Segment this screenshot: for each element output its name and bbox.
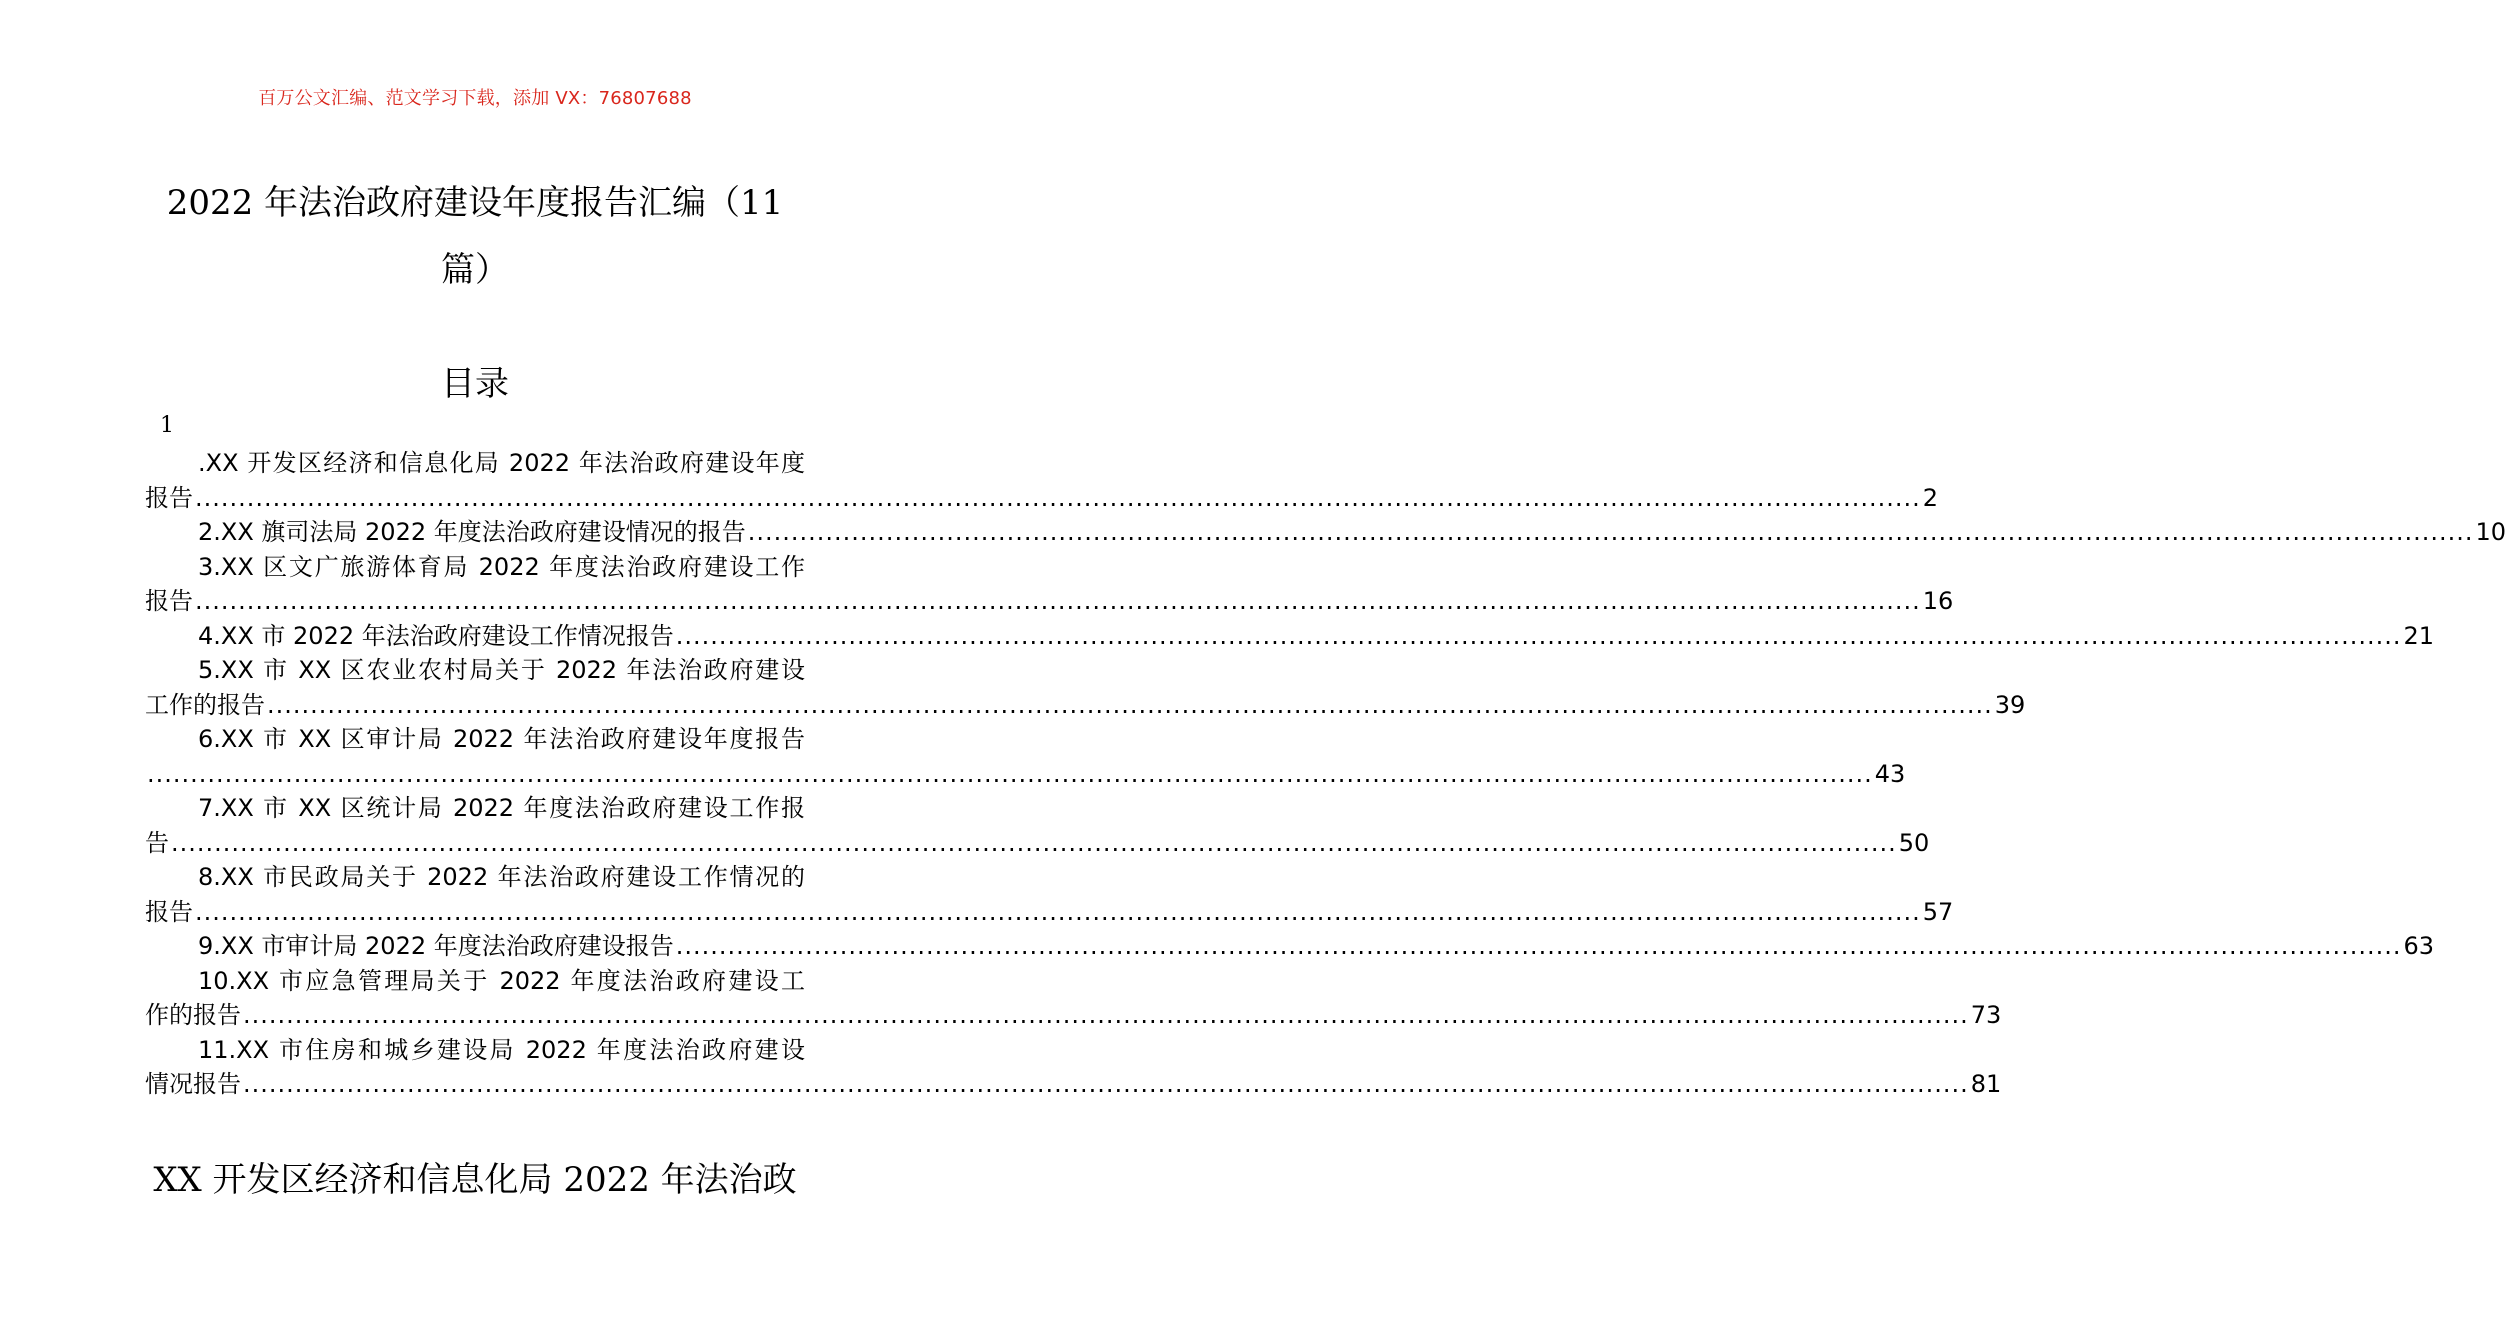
- toc-entry[interactable]: [145, 791, 1930, 860]
- toc-entry-title-continued: 报告: [145, 897, 193, 926]
- toc-entry-title: 7.XX 市 XX 区统计局 2022 年度法治政府建设工作报: [198, 794, 805, 822]
- toc-leader: ........................................................................................................................................................................................................: [747, 518, 2474, 546]
- toc-leader: ........................................................................................................................................................................................................: [195, 483, 1921, 512]
- toc-page-number: 43: [1874, 759, 1906, 788]
- toc-page-number: 73: [1970, 1001, 2002, 1029]
- toc-leader: ........................................................................................................................................................................................................: [267, 690, 1993, 719]
- toc-entry[interactable]: [145, 1033, 2002, 1102]
- toc-page-number: 2: [1922, 483, 1939, 512]
- toc-entry[interactable]: [145, 653, 2026, 722]
- toc-page-number: 10: [2475, 518, 2506, 546]
- toc-entry[interactable]: [145, 860, 1954, 929]
- toc-leader: ........................................................................................................................................................................................................: [195, 587, 1921, 615]
- toc-leader: ........................................................................................................................................................................................................: [147, 759, 1873, 788]
- document-title-line-2: 篇）: [441, 250, 509, 290]
- toc-page-number: 50: [1898, 828, 1930, 857]
- document-title-line-1: 2022 年法治政府建设年度报告汇编（11: [166, 183, 784, 223]
- toc-entry-title: 9.XX 市审计局 2022 年度法治政府建设报告: [198, 932, 674, 960]
- watermark-text: 百万公文汇编、范文学习下载，添加 VX：76807688: [258, 88, 692, 109]
- toc-entry-title-continued: 报告: [145, 483, 193, 512]
- toc-entry-title: 10.XX 市应急管理局关于 2022 年度法治政府建设工: [198, 966, 805, 995]
- toc-entry-title: 6.XX 市 XX 区审计局 2022 年法治政府建设年度报告: [198, 725, 805, 753]
- toc-entry-title: .XX 开发区经济和信息化局 2022 年法治政府建设年度: [198, 449, 805, 477]
- toc-entry-line: [145, 895, 1954, 930]
- toc-leader: ........................................................................................................................................................................................................: [675, 932, 2402, 960]
- toc-entry-title: 4.XX 市 2022 年法治政府建设工作情况报告: [198, 621, 674, 650]
- toc-entry-line: [145, 1067, 2002, 1102]
- toc-page-number: 63: [2403, 932, 2435, 960]
- toc-number-marker: 1: [160, 413, 174, 438]
- toc-entry-line: [145, 584, 1954, 619]
- toc-leader: ........................................................................................................................................................................................................: [195, 897, 1921, 926]
- section-heading: XX 开发区经济和信息化局 2022 年法治政: [153, 1160, 797, 1200]
- toc-entry-title-continued: 情况报告: [145, 1070, 241, 1098]
- toc-entry-title: 2.XX 旗司法局 2022 年度法治政府建设情况的报告: [198, 518, 746, 546]
- toc-entry[interactable]: [145, 515, 2506, 550]
- toc-leader: ........................................................................................................................................................................................................: [243, 1001, 1969, 1029]
- toc-page-number: 16: [1922, 587, 1954, 615]
- toc-entry-title-continued: 作的报告: [145, 1001, 241, 1029]
- toc-entry-title: 8.XX 市民政局关于 2022 年法治政府建设工作情况的: [198, 863, 805, 891]
- toc-page-number: 39: [1994, 690, 2026, 719]
- toc-leader: ........................................................................................................................................................................................................: [171, 828, 1897, 857]
- toc-entry[interactable]: [145, 550, 1954, 619]
- toc-entry-line: [145, 929, 2435, 964]
- toc-entry[interactable]: [145, 722, 1906, 791]
- toc-heading: 目录: [441, 364, 509, 404]
- toc-entry-line: [145, 826, 1930, 861]
- toc-entry-title: 3.XX 区文广旅游体育局 2022 年度法治政府建设工作: [198, 552, 805, 581]
- toc-entry-title-continued: 告: [145, 828, 169, 857]
- toc-entry-line: [145, 688, 2026, 723]
- toc-entry[interactable]: [145, 446, 1939, 515]
- toc-entry-title: 11.XX 市住房和城乡建设局 2022 年度法治政府建设: [198, 1035, 805, 1064]
- toc-page-number: 57: [1922, 897, 1954, 926]
- toc-entry-title: 5.XX 市 XX 区农业农村局关于 2022 年法治政府建设: [198, 656, 805, 684]
- toc-leader: ........................................................................................................................................................................................................: [675, 621, 2402, 650]
- toc-entry[interactable]: [145, 964, 2002, 1033]
- toc-entry-title-continued: 工作的报告: [145, 690, 265, 719]
- toc-entry-line: [145, 619, 2435, 654]
- table-of-contents: [145, 446, 2506, 1102]
- toc-entry[interactable]: [145, 619, 2435, 654]
- toc-entry[interactable]: [145, 929, 2435, 964]
- toc-leader: ........................................................................................................................................................................................................: [243, 1070, 1969, 1098]
- toc-entry-title-continued: 报告: [145, 587, 193, 615]
- toc-page-number: 81: [1970, 1070, 2002, 1098]
- toc-entry-line: [145, 757, 1906, 792]
- toc-page-number: 21: [2403, 621, 2435, 650]
- toc-entry-line: [145, 481, 1939, 516]
- toc-entry-line: [145, 515, 2506, 550]
- toc-entry-line: [145, 998, 2002, 1033]
